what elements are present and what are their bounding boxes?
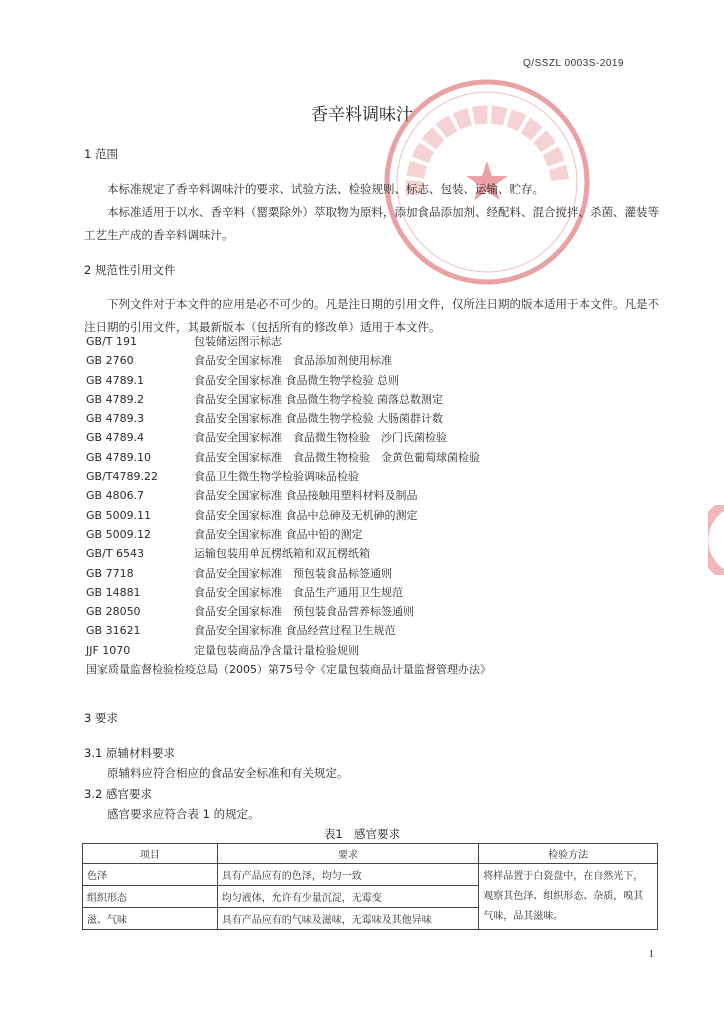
reference-regulation: 国家质量监督检验检疫总局（2005）第75号令《定量包装商品计量监督管理办法》: [86, 663, 491, 677]
section-2-intro: 下列文件对于本文件的应用是必不可少的。凡是注日期的引用文件，仅所注日期的版本适用于本文件。凡是不注日期的引用文件，其最新版本（包括所有的修改单）适用于本文件。: [84, 297, 659, 334]
reference-title: 包装储运图示标志: [194, 335, 282, 348]
section-3-2-heading: 3.2 感官要求: [84, 787, 152, 801]
section-3-1-text: 原辅料应符合相应的食品安全标准和有关规定。: [107, 766, 349, 780]
reference-title: 运输包装用单瓦楞纸箱和双瓦楞纸箱: [194, 547, 370, 561]
page-number: 1: [648, 948, 654, 960]
sensory-requirements-table: [82, 843, 658, 930]
reference-code: GB 5009.12: [86, 527, 152, 541]
table-1-caption: 表1 感官要求: [323, 827, 401, 841]
reference-code: GB 4789.4: [86, 431, 145, 445]
section-3-1-heading: 3.1 原辅材料要求: [84, 746, 175, 760]
reference-code: GB 7718: [86, 566, 134, 580]
reference-code: GB 4806.7: [86, 489, 145, 503]
table-cell-requirement: 均匀液体，允许有少量沉淀，无霉变: [217, 886, 479, 908]
section-1-paragraph-2: 本标准适用于以水、香辛料（罂粟除外）萃取物为原料，添加食品添加剂、经配料、混合搅拌、杀菌、灌装等工艺生产成的香辛料调味汁。: [84, 205, 659, 242]
table-cell-method: 将样品置于白瓷盘中，在自然光下，观察其色泽、组织形态、杂质，嗅其气味，品其滋味。: [479, 864, 658, 930]
reference-title: 食品安全国家标准 预包装食品营养标签通则: [194, 605, 414, 619]
seal-star-icon: ★: [462, 150, 512, 213]
reference-code: GB 2760: [86, 354, 134, 368]
table-row: [83, 864, 658, 886]
section-1-heading: 1 范围: [84, 147, 118, 161]
reference-code: GB 31621: [86, 624, 141, 638]
reference-title: 食品安全国家标准 食品微生物学检验 总则: [194, 373, 399, 387]
reference-code: GB 4789.2: [86, 392, 145, 406]
reference-code: GB 5009.11: [86, 508, 152, 522]
reference-code: GB 4789.3: [86, 412, 145, 426]
reference-title: 食品安全国家标准 食品接触用塑料材料及制品: [194, 489, 418, 503]
section-3-2-text: 感官要求应符合表 1 的规定。: [107, 807, 260, 821]
reference-code: GB 4789.1: [86, 373, 145, 387]
reference-code: GB/T4789.22: [86, 470, 158, 484]
table-cell-requirement: 具有产品应有的色泽，均匀一致: [217, 864, 479, 886]
document-number: Q/SSZL 0003S-2019: [523, 58, 624, 69]
reference-code: JJF 1070: [86, 643, 131, 657]
table-cell-requirement: 具有产品应有的气味及滋味，无霉味及其他异味: [217, 908, 479, 930]
reference-title: 食品安全国家标准 食品经营过程卫生规范: [194, 624, 396, 638]
reference-code: GB 14881: [86, 585, 141, 599]
reference-title: 食品安全国家标准 食品微生物学检验 大肠菌群计数: [194, 412, 443, 426]
reference-title: 定量包装商品净含量计量检验规则: [194, 643, 359, 657]
reference-code: GB 28050: [86, 605, 141, 619]
reference-title: 食品安全国家标准 食品添加剂使用标准: [194, 354, 392, 368]
reference-code: GB/T 191: [86, 335, 137, 348]
document-title: 香辛料调味汁: [311, 105, 413, 125]
table-cell-item: 色泽: [83, 864, 218, 886]
reference-title: 食品安全国家标准 食品中铅的测定: [194, 527, 363, 541]
reference-code: GB 4789.10: [86, 450, 152, 464]
table-header-method: 检验方法: [479, 844, 658, 864]
edge-seal-fragment: [708, 505, 724, 575]
reference-title: 食品安全国家标准 食品微生物检验 金黄色葡萄球菌检验: [194, 450, 480, 464]
table-cell-item: 组织形态: [83, 886, 218, 908]
table-header-requirement: 要求: [217, 844, 479, 864]
reference-title: 食品安全国家标准 预包装食品标签通则: [194, 566, 392, 580]
reference-title: 食品卫生微生物学检验调味品检验: [194, 470, 359, 484]
reference-title: 食品安全国家标准 食品中总砷及无机砷的测定: [194, 508, 418, 522]
reference-title: 食品安全国家标准 食品生产通用卫生规范: [194, 585, 403, 599]
reference-code: GB/T 6543: [86, 547, 144, 561]
reference-title: 食品安全国家标准 食品微生物检验 沙门氏菌检验: [194, 431, 447, 445]
section-1-paragraph-1: 本标准规定了香辛料调味汁的要求、试验方法、检验规则、标志、包装、运输、贮存。: [107, 182, 544, 196]
section-3-heading: 3 要求: [84, 711, 118, 725]
section-2-heading: 2 规范性引用文件: [84, 263, 176, 277]
table-cell-item: 滋、气味: [83, 908, 218, 930]
reference-title: 食品安全国家标准 食品微生物学检验 菌落总数测定: [194, 392, 443, 406]
table-header-row: [83, 844, 658, 864]
table-header-item: 项目: [83, 844, 218, 864]
